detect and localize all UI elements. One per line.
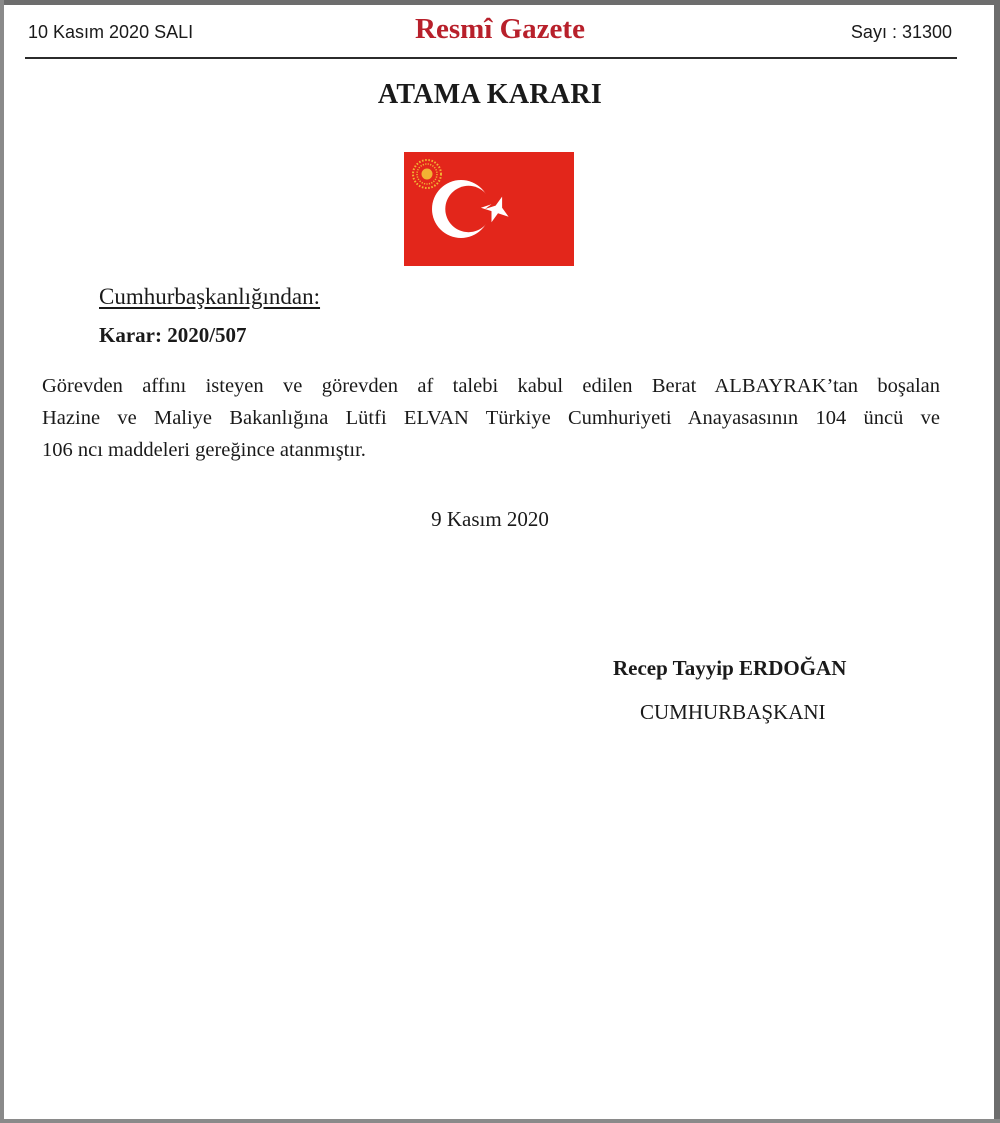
header-divider [25, 57, 957, 59]
signing-date: 9 Kasım 2020 [431, 507, 549, 531]
window-frame-bottom [0, 1119, 1000, 1123]
body-line: Görevden affını isteyen ve görevden af talebi kabul edilen Berat ALBAYRAK’tan boşalan [42, 375, 940, 397]
publication-title: Resmî Gazete [415, 13, 585, 45]
decision-body [42, 370, 940, 466]
signer-title: CUMHURBAŞKANI [640, 700, 826, 724]
document-title: ATAMA KARARI [377, 79, 603, 110]
issue-number: Sayı : 31300 [850, 22, 952, 42]
body-line: Hazine ve Maliye Bakanlığına Lütfi ELVAN Türkiye Cumhuriyeti Anayasasının 104 üncü ve [42, 407, 940, 429]
decision-number: Karar: 2020/507 [99, 323, 247, 347]
signer-name: Recep Tayyip ERDOĞAN [613, 656, 847, 680]
window-frame-left [0, 0, 4, 1123]
body-line: 106 ncı maddeleri gereğince atanmıştır. [42, 439, 366, 461]
window-frame-top [0, 0, 1000, 5]
header-date: 10 Kasım 2020 SALI [28, 22, 194, 42]
turkish-flag-icon [404, 152, 574, 266]
window-frame-right [994, 0, 1000, 1123]
issuing-authority: Cumhurbaşkanlığından: [99, 284, 321, 309]
